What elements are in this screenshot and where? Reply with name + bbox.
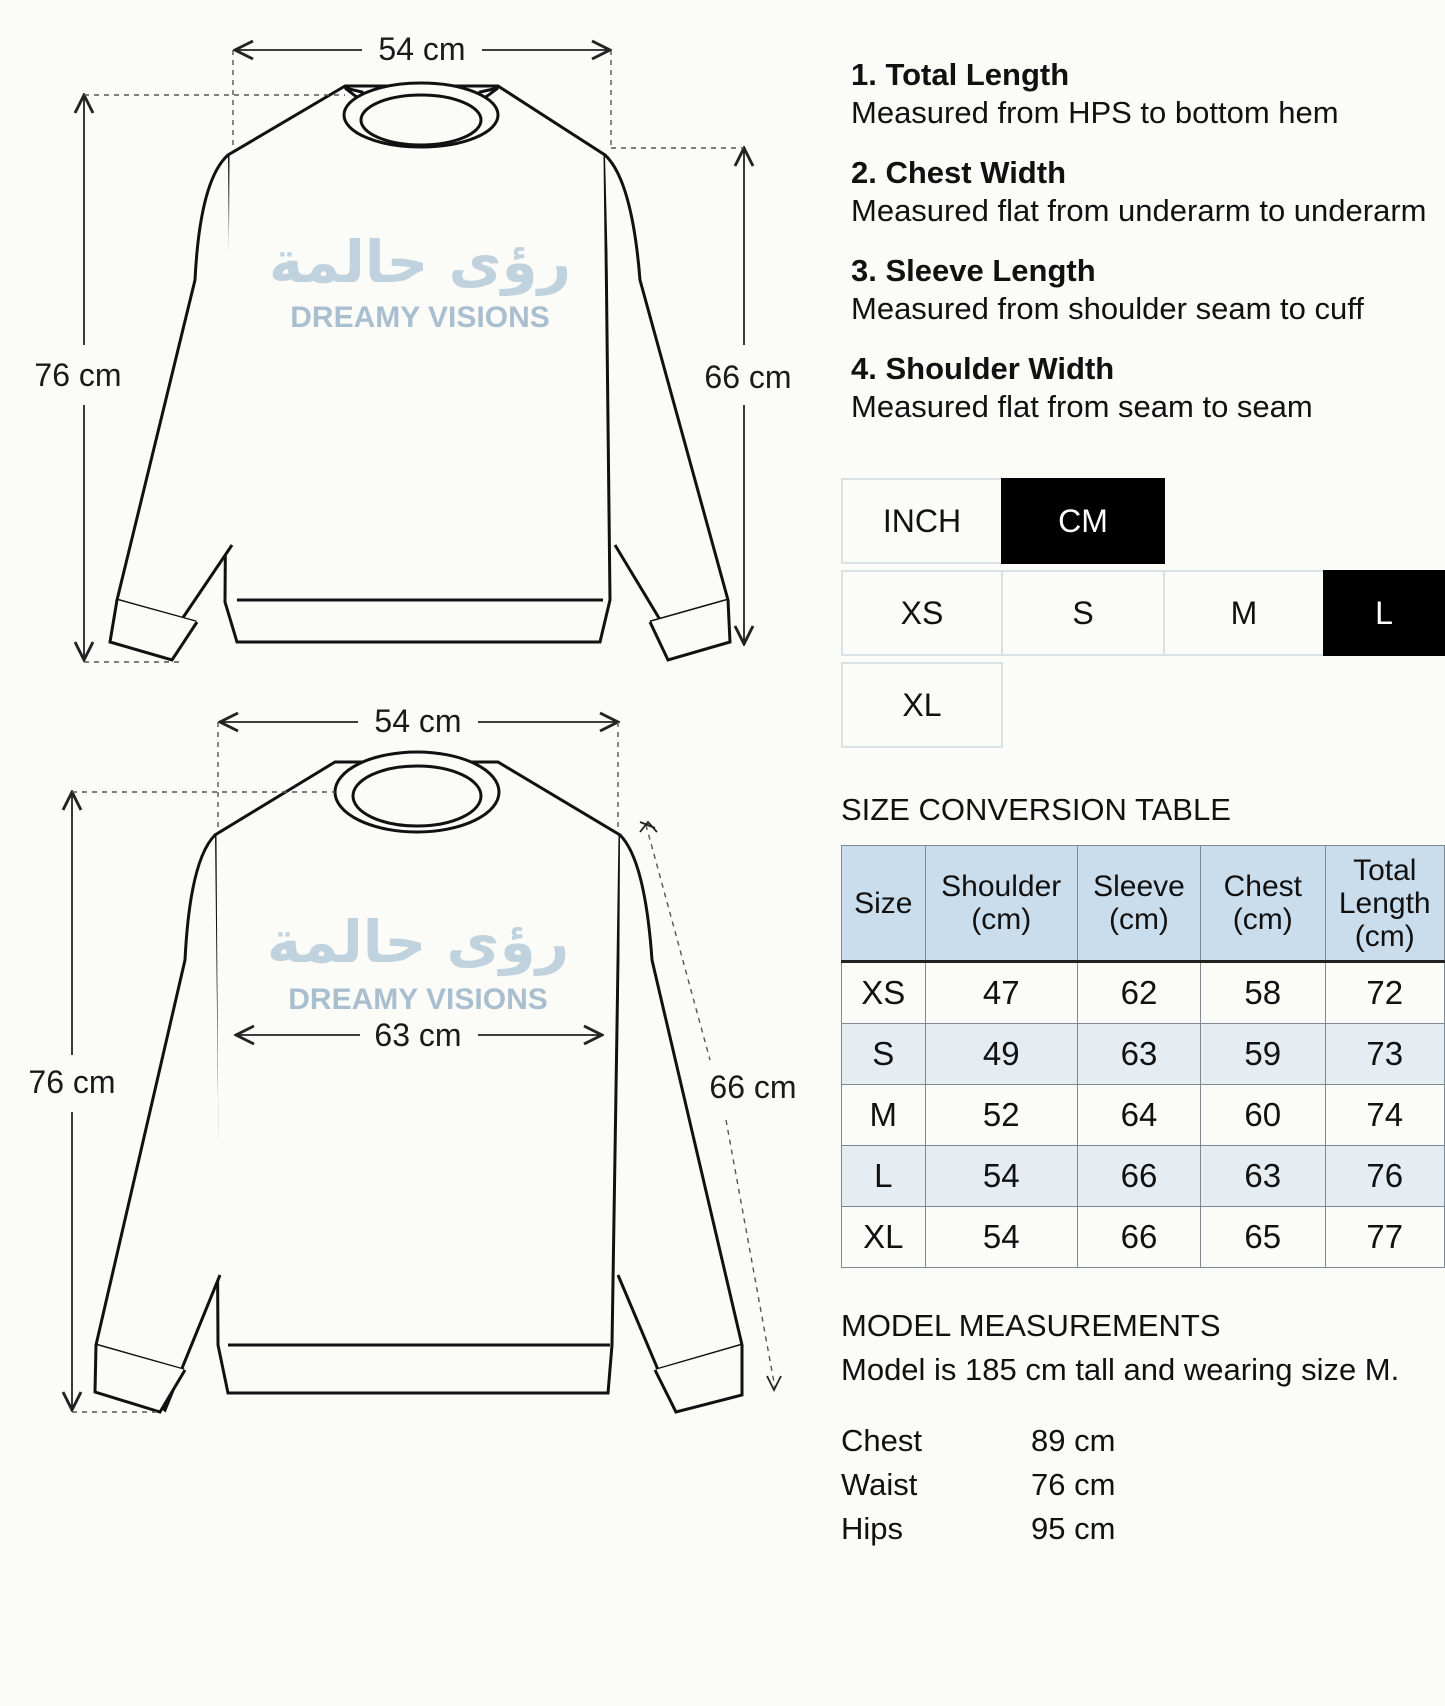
cell-size: XS	[842, 962, 926, 1024]
header-total-length: Total Length (cm)	[1325, 846, 1445, 962]
guide-desc: Measured flat from underarm to underarm	[851, 193, 1427, 228]
back-length-label: 76 cm	[28, 1064, 116, 1100]
back-chest-label: 63 cm	[374, 1017, 462, 1053]
cell-shoulder: 54	[925, 1207, 1077, 1268]
table-row	[842, 962, 1445, 1024]
model-chest-row	[841, 1423, 1241, 1463]
cell-chest: 63	[1201, 1146, 1325, 1207]
front-shoulder-label: 54 cm	[378, 31, 466, 67]
size-conversion-table	[841, 845, 1445, 1268]
back-sleeve-label: 66 cm	[709, 1069, 797, 1105]
cell-sleeve: 64	[1077, 1085, 1200, 1146]
front-sweatshirt-drawing	[110, 83, 730, 660]
cell-length: 76	[1325, 1146, 1445, 1207]
cell-chest: 58	[1201, 962, 1325, 1024]
size-m-button[interactable]: M	[1163, 570, 1325, 656]
cell-chest: 60	[1201, 1085, 1325, 1146]
cell-length: 74	[1325, 1085, 1445, 1146]
front-brand-latin: DREAMY VISIONS	[290, 301, 550, 334]
guide-title: 4. Shoulder Width	[851, 351, 1115, 386]
cell-length: 72	[1325, 962, 1445, 1024]
header-sleeve: Sleeve (cm)	[1077, 846, 1200, 962]
measurement-guide	[851, 56, 1445, 448]
cell-chest: 65	[1201, 1207, 1325, 1268]
cell-shoulder: 49	[925, 1024, 1077, 1085]
guide-total-length	[851, 56, 1445, 132]
guide-desc: Measured from HPS to bottom hem	[851, 95, 1339, 130]
size-s-button[interactable]: S	[1001, 570, 1165, 656]
cell-chest: 59	[1201, 1024, 1325, 1085]
cell-size: M	[842, 1085, 926, 1146]
cell-size: L	[842, 1146, 926, 1207]
table-row	[842, 1207, 1445, 1268]
cell-length: 73	[1325, 1024, 1445, 1085]
cell-shoulder: 52	[925, 1085, 1077, 1146]
model-measurements-title: MODEL MEASUREMENTS	[841, 1308, 1221, 1343]
guide-title: 3. Sleeve Length	[851, 253, 1096, 288]
model-label: Chest	[841, 1423, 922, 1458]
unit-inch-button[interactable]: INCH	[841, 478, 1003, 564]
back-sweatshirt-drawing	[95, 752, 742, 1412]
unit-cm-button[interactable]: CM	[1001, 478, 1165, 564]
size-table-title: SIZE CONVERSION TABLE	[841, 792, 1231, 827]
size-xl-button[interactable]: XL	[841, 662, 1003, 748]
front-brand-arabic: رؤى حالمة	[268, 228, 572, 296]
guide-shoulder-width	[851, 350, 1445, 426]
header-chest: Chest (cm)	[1201, 846, 1325, 962]
front-sleeve-label: 66 cm	[704, 359, 792, 395]
cell-sleeve: 66	[1077, 1207, 1200, 1268]
size-xs-button[interactable]: XS	[841, 570, 1003, 656]
model-description: Model is 185 cm tall and wearing size M.	[841, 1352, 1400, 1387]
header-shoulder: Shoulder (cm)	[925, 846, 1077, 962]
back-brand-arabic: رؤى حالمة	[266, 908, 570, 976]
cell-sleeve: 62	[1077, 962, 1200, 1024]
cell-shoulder: 47	[925, 962, 1077, 1024]
model-label: Waist	[841, 1467, 918, 1502]
table-row	[842, 1024, 1445, 1085]
table-row	[842, 1085, 1445, 1146]
model-hips-row	[841, 1511, 1241, 1551]
back-brand-latin: DREAMY VISIONS	[288, 983, 548, 1016]
model-label: Hips	[841, 1511, 904, 1546]
cell-shoulder: 54	[925, 1146, 1077, 1207]
cell-length: 77	[1325, 1207, 1445, 1268]
guide-title: 2. Chest Width	[851, 155, 1067, 190]
guide-desc: Measured flat from seam to seam	[851, 389, 1313, 424]
model-waist-row	[841, 1467, 1241, 1507]
cell-size: XL	[842, 1207, 926, 1268]
guide-chest-width	[851, 154, 1445, 230]
front-length-label: 76 cm	[34, 357, 122, 393]
guide-title: 1. Total Length	[851, 57, 1070, 92]
cell-sleeve: 66	[1077, 1146, 1200, 1207]
size-l-button[interactable]: L	[1323, 570, 1445, 656]
header-size: Size	[842, 846, 926, 962]
model-value: 95 cm	[1031, 1511, 1116, 1546]
guide-desc: Measured from shoulder seam to cuff	[851, 291, 1364, 326]
cell-size: S	[842, 1024, 926, 1085]
cell-sleeve: 63	[1077, 1024, 1200, 1085]
back-shoulder-label: 54 cm	[374, 703, 462, 739]
model-value: 76 cm	[1031, 1467, 1116, 1502]
guide-sleeve-length	[851, 252, 1445, 328]
table-row	[842, 1146, 1445, 1207]
table-header-row	[842, 846, 1445, 962]
model-value: 89 cm	[1031, 1423, 1116, 1458]
